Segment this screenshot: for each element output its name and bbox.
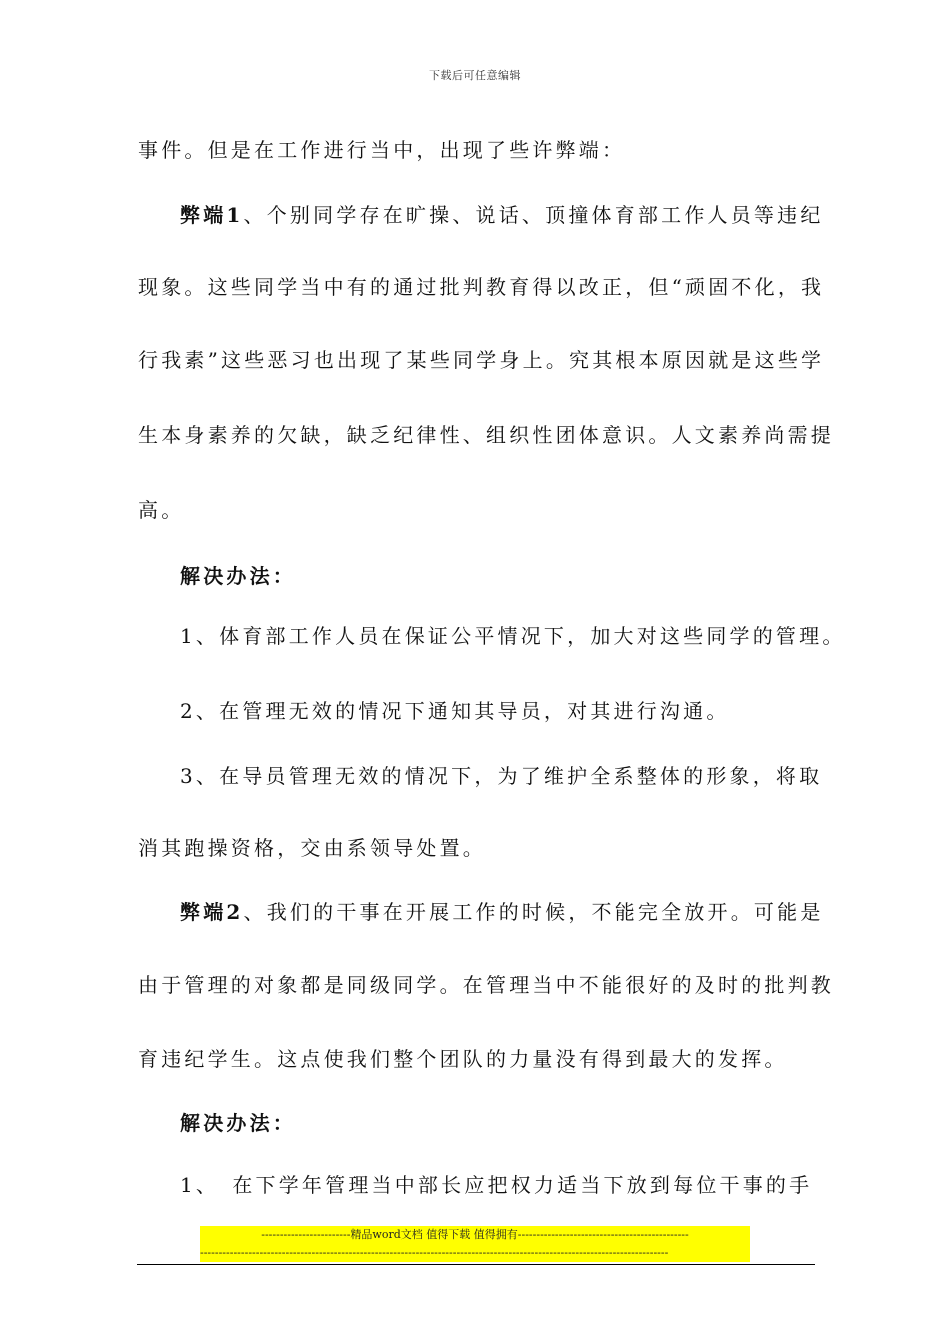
paragraph-line: 消其跑操资格，交由系领导处置。 [138, 836, 486, 860]
footer-divider [137, 1264, 815, 1265]
drawback-2-text: 、我们的干事在开展工作的时候，不能完全放开。可能是 [243, 900, 824, 924]
paragraph-line: 现象。这些同学当中有的通过批判教育得以改正，但“顽固不化，我 [138, 275, 825, 299]
solution-1-heading: 解决办法： [180, 564, 296, 588]
paragraph-line: 由于管理的对象都是同级同学。在管理当中不能很好的及时的批判教 [138, 973, 834, 997]
page-header: 下载后可任意编辑 [429, 69, 521, 82]
solution-1-item-3: 3、在导员管理无效的情况下，为了维护全系整体的形象，将取 [180, 764, 823, 788]
solution-1-item-1: 1、体育部工作人员在保证公平情况下，加大对这些同学的管理。 [180, 624, 846, 648]
drawback-1-line [180, 202, 870, 228]
footer-banner-dashes: ------------------------------------------------------------------------------------------------------------------------------ [200, 1246, 669, 1259]
solution-2-heading: 解决办法： [180, 1111, 296, 1135]
solution-2-item-1: 1、 在下学年管理当中部长应把权力适当下放到每位干事的手 [180, 1173, 813, 1197]
drawback-1-text: 、个别同学存在旷操、说话、顶撞体育部工作人员等违纪 [243, 203, 824, 227]
paragraph-line: 高。 [138, 498, 185, 522]
paragraph-line: 事件。但是在工作进行当中，出现了些许弊端： [138, 138, 626, 162]
paragraph-line: 生本身素养的欠缺，缺乏纪律性、组织性团体意识。人文素养尚需提 [138, 423, 834, 447]
paragraph-line: 育违纪学生。这点使我们整个团队的力量没有得到最大的发挥。 [138, 1047, 788, 1071]
drawback-1-label: 弊端1 [180, 203, 244, 227]
paragraph-line: 行我素”这些恶习也出现了某些同学身上。究其根本原因就是这些学 [138, 348, 825, 372]
drawback-2-label: 弊端2 [180, 900, 244, 924]
footer-banner [200, 1226, 750, 1262]
solution-1-item-2: 2、在管理无效的情况下通知其导员，对其进行沟通。 [180, 699, 730, 723]
footer-banner-text: ------------------------精品word文档 值得下载 值得拥有---------------------------------------------- [261, 1228, 689, 1241]
drawback-2-line [180, 899, 870, 925]
